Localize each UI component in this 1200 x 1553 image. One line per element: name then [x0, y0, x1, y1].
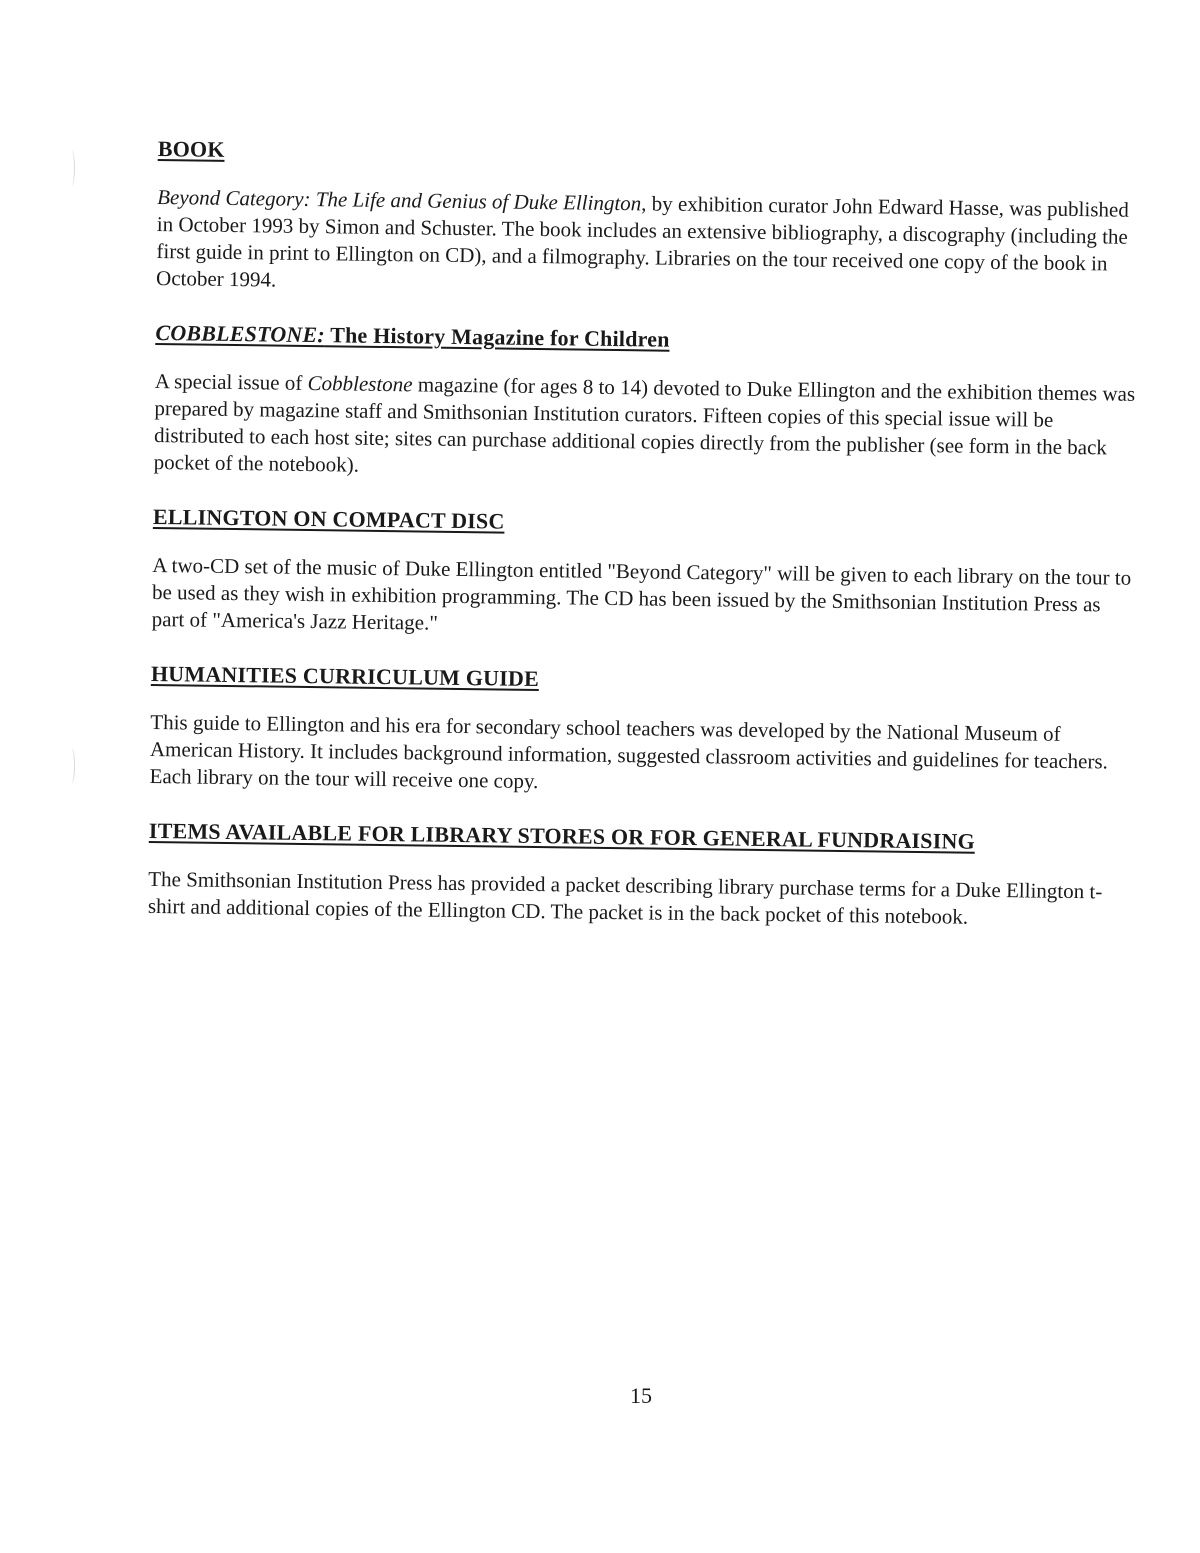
section-body-text: magazine (for ages 8 to 14) devoted to Duke Ellington and the exhibition themes was prepared by magazine staff and Smithsonian Institution curators. Fifteen copies of this special issue will be distributed to each host site; sites can purchase additional copies directly from the publisher (see form in the back pocket of the notebook).	[153, 372, 1136, 477]
section-curriculum-guide	[149, 661, 1136, 803]
section-cobblestone	[154, 320, 1141, 489]
book-title: Beyond Category: The Life and Genius of Duke Ellington	[157, 184, 642, 216]
section-body: A two-CD set of the music of Duke Ellington entitled "Beyond Category" will be given to each library on the tour to be used as they wish in exhibition programming. The CD has been issued by the Smithsonian Institution Press as part of "America's Jazz Heritage."	[151, 552, 1132, 635]
magazine-title: Cobblestone	[307, 370, 413, 397]
section-body: The Smithsonian Institution Press has provided a packet describing library purchase terms for a Duke Ellington t-shirt and additional copies of the Ellington CD. The packet is in the back pocket of this notebook.	[147, 866, 1103, 929]
section-compact-disc	[151, 504, 1138, 646]
section-body-pre: A special issue of	[154, 368, 308, 395]
section-heading: HUMANITIES CURRICULUM GUIDE	[150, 660, 540, 692]
section-library-stores	[148, 818, 1134, 933]
heading-rest: The History Magazine for Children	[324, 322, 670, 352]
scan-margin-mark	[68, 150, 75, 186]
section-heading	[155, 320, 1140, 359]
section-body: This guide to Ellington and his era for secondary school teachers was developed by the National Museum of American History. It includes background information, suggested classroom activities and guidelines for teachers. Each library on the tour will receive one copy.	[149, 709, 1109, 794]
section-heading: ELLINGTON ON COMPACT DISC	[152, 503, 505, 534]
page-number: 15	[630, 1383, 652, 1408]
section-body-text: , by exhibition curator John Edward Hasse, was published in October 1993 by Simon and Schuster. The book includes an extensive bibliography, a discography (including the first guide in print to Ellington on CD), and a filmography. Libraries on the tour received one copy of the book in October 1994.	[155, 191, 1129, 292]
document-content	[147, 136, 1143, 961]
section-body	[156, 184, 1142, 305]
section-book	[156, 136, 1143, 305]
scan-margin-mark	[68, 748, 75, 784]
section-heading: ITEMS AVAILABLE FOR LIBRARY STORES OR FOR GENERAL FUNDRAISING	[148, 817, 976, 854]
magazine-name: COBBLESTONE:	[155, 319, 326, 348]
section-body	[154, 368, 1140, 489]
section-heading: BOOK	[157, 136, 225, 162]
